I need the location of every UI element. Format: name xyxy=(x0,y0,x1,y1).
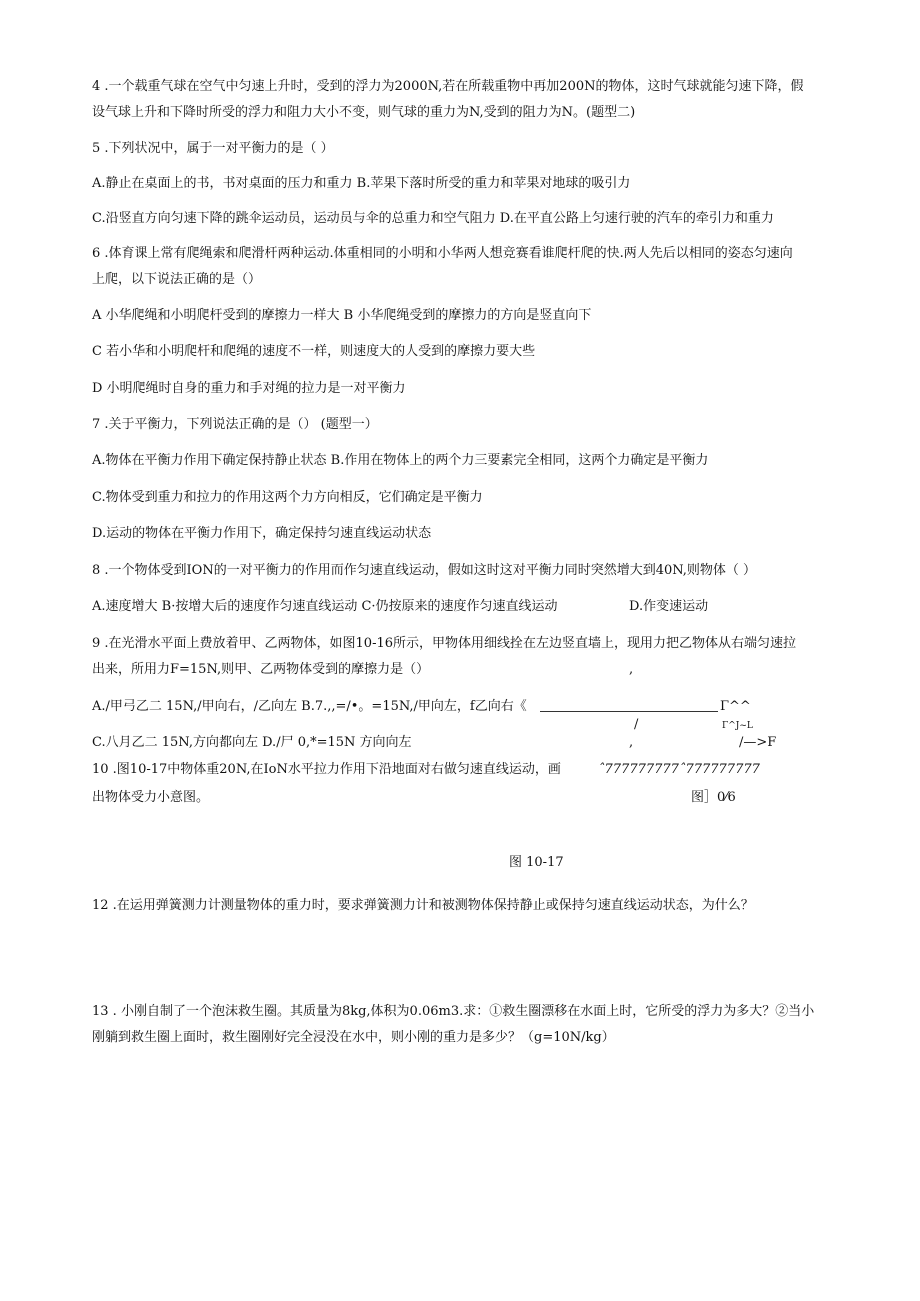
q5-options-ab: A.静止在桌面上的书，书对桌面的压力和重力 B.苹果下落时所受的重力和苹果对地球的吸引力 xyxy=(92,176,631,191)
figure-10-16-underline xyxy=(540,711,718,712)
q5-stem: 5 .下列状况中，属于一对平衡力的是（ ） xyxy=(92,141,334,156)
q9-options-ab: A./甲弓乙二 15N,/甲向右，/乙向左 B.7.,,=/•。=15N,/甲向左，f乙向右《 xyxy=(92,699,527,714)
q4-line-2: 设气球上升和下降时所受的浮力和阻力大小不变，则气球的重力为N,受到的阻力为N。(题型二) xyxy=(92,105,636,120)
q8-stem: 8 .一个物体受到ION的一对平衡力的作用而作匀速直线运动，假如这时这对平衡力同时突然增大到40N,则物体（ ） xyxy=(92,563,757,578)
q7-option-d: D.运动的物体在平衡力作用下，确定保持匀速直线运动状态 xyxy=(92,526,432,541)
q13-line-2: 刚躺到救生圈上面时，救生圈刚好完全浸没在水中，则小刚的重力是多少？（g=10N/kg） xyxy=(92,1030,615,1045)
q6-option-c: C 若小华和小明爬杆和爬绳的速度不一样，则速度大的人受到的摩擦力要大些 xyxy=(92,344,536,359)
q7-option-c: C.物体受到重力和拉力的作用这两个力方向相反，它们确定是平衡力 xyxy=(92,490,483,505)
q9-options-cd: C.八月乙二 15N,方向都向左 D./尸 0,*=15N 方向向左 xyxy=(92,735,412,750)
q7-stem: 7 .关于平衡力，下列说法正确的是（） (题型一） xyxy=(92,417,378,432)
figure-10-16-top-mark: Γ^^ xyxy=(720,699,751,714)
q8-option-d: D.作变速运动 xyxy=(629,599,709,614)
q6-line-2: 上爬，以下说法正确的是（） xyxy=(92,272,262,287)
figure-10-16-force-arrow: /—>F xyxy=(739,735,777,750)
q7-options-ab: A.物体在平衡力作用下确定保持静止状态 B.作用在物体上的两个力三要素完全相同，这两个力确定是平衡力 xyxy=(92,453,709,468)
figure-10-16-small-mark: Γ^J~L xyxy=(722,721,753,731)
q5-options-cd: C.沿竖直方向匀速下降的跳伞运动员，运动员与伞的总重力和空气阻力 D.在平直公路上匀速行驶的汽车的牵引力和重力 xyxy=(92,211,774,226)
figure-10-16-label: 图］0⁄6 xyxy=(691,790,736,805)
figure-10-17-caption: 图 10-17 xyxy=(509,855,564,870)
q13-line-1: 13 . 小刚自制了一个泡沫救生圈。其质量为8kg,体积为0.06m3.求：①救生圈漂移在水面上时，它所受的浮力为多大？②当小 xyxy=(92,1004,815,1019)
q9-mark-2: , xyxy=(629,735,634,750)
figure-10-17-ground-hatch: ˆ777777777ˆ777777777 xyxy=(598,762,760,777)
figure-10-16-slash: / xyxy=(634,717,639,732)
q9-mark-1: , xyxy=(629,662,634,677)
q9-line-1: 9 .在光滑水平面上费放着甲、乙两物体，如图10-16所示，甲物体用细线拴在左边竖直墙上，现用力把乙物体从右端匀速拉 xyxy=(92,636,797,651)
q8-options-abc: A.速度增大 B·按增大后的速度作匀速直线运动 C·仍按原来的速度作匀速直线运动 xyxy=(92,599,558,614)
q6-option-d: D 小明爬绳时自身的重力和手对绳的拉力是一对平衡力 xyxy=(92,381,406,396)
q10-line-2: 出物体受力小意图。 xyxy=(92,790,210,805)
q6-options-ab: A 小华爬绳和小明爬杆受到的摩擦力一样大 B 小华爬绳受到的摩擦力的方向是竖直向下 xyxy=(92,308,592,323)
q4-line-1: 4 .一个载重气球在空气中匀速上升时，受到的浮力为2000N,若在所载重物中再加200N的物体，这时气球就能匀速下降，假 xyxy=(92,79,804,94)
q12-line-1: 12 .在运用弹簧测力计测量物体的重力时，要求弹簧测力计和被测物体保持静止或保持匀速直线运动状态，为什么？ xyxy=(92,898,754,913)
q9-line-2: 出来，所用力F=15N,则甲、乙两物体受到的摩擦力是（） xyxy=(92,662,430,677)
q6-line-1: 6 .体育课上常有爬绳索和爬滑杆两种运动.体重相同的小明和小华两人想竞赛看谁爬杆爬的快.两人先后以相同的姿态匀速向 xyxy=(92,246,793,261)
q10-line-1: 10 .图10-17中物体重20N,在IoN水平拉力作用下沿地面对右做匀速直线运动，画 xyxy=(92,762,561,777)
